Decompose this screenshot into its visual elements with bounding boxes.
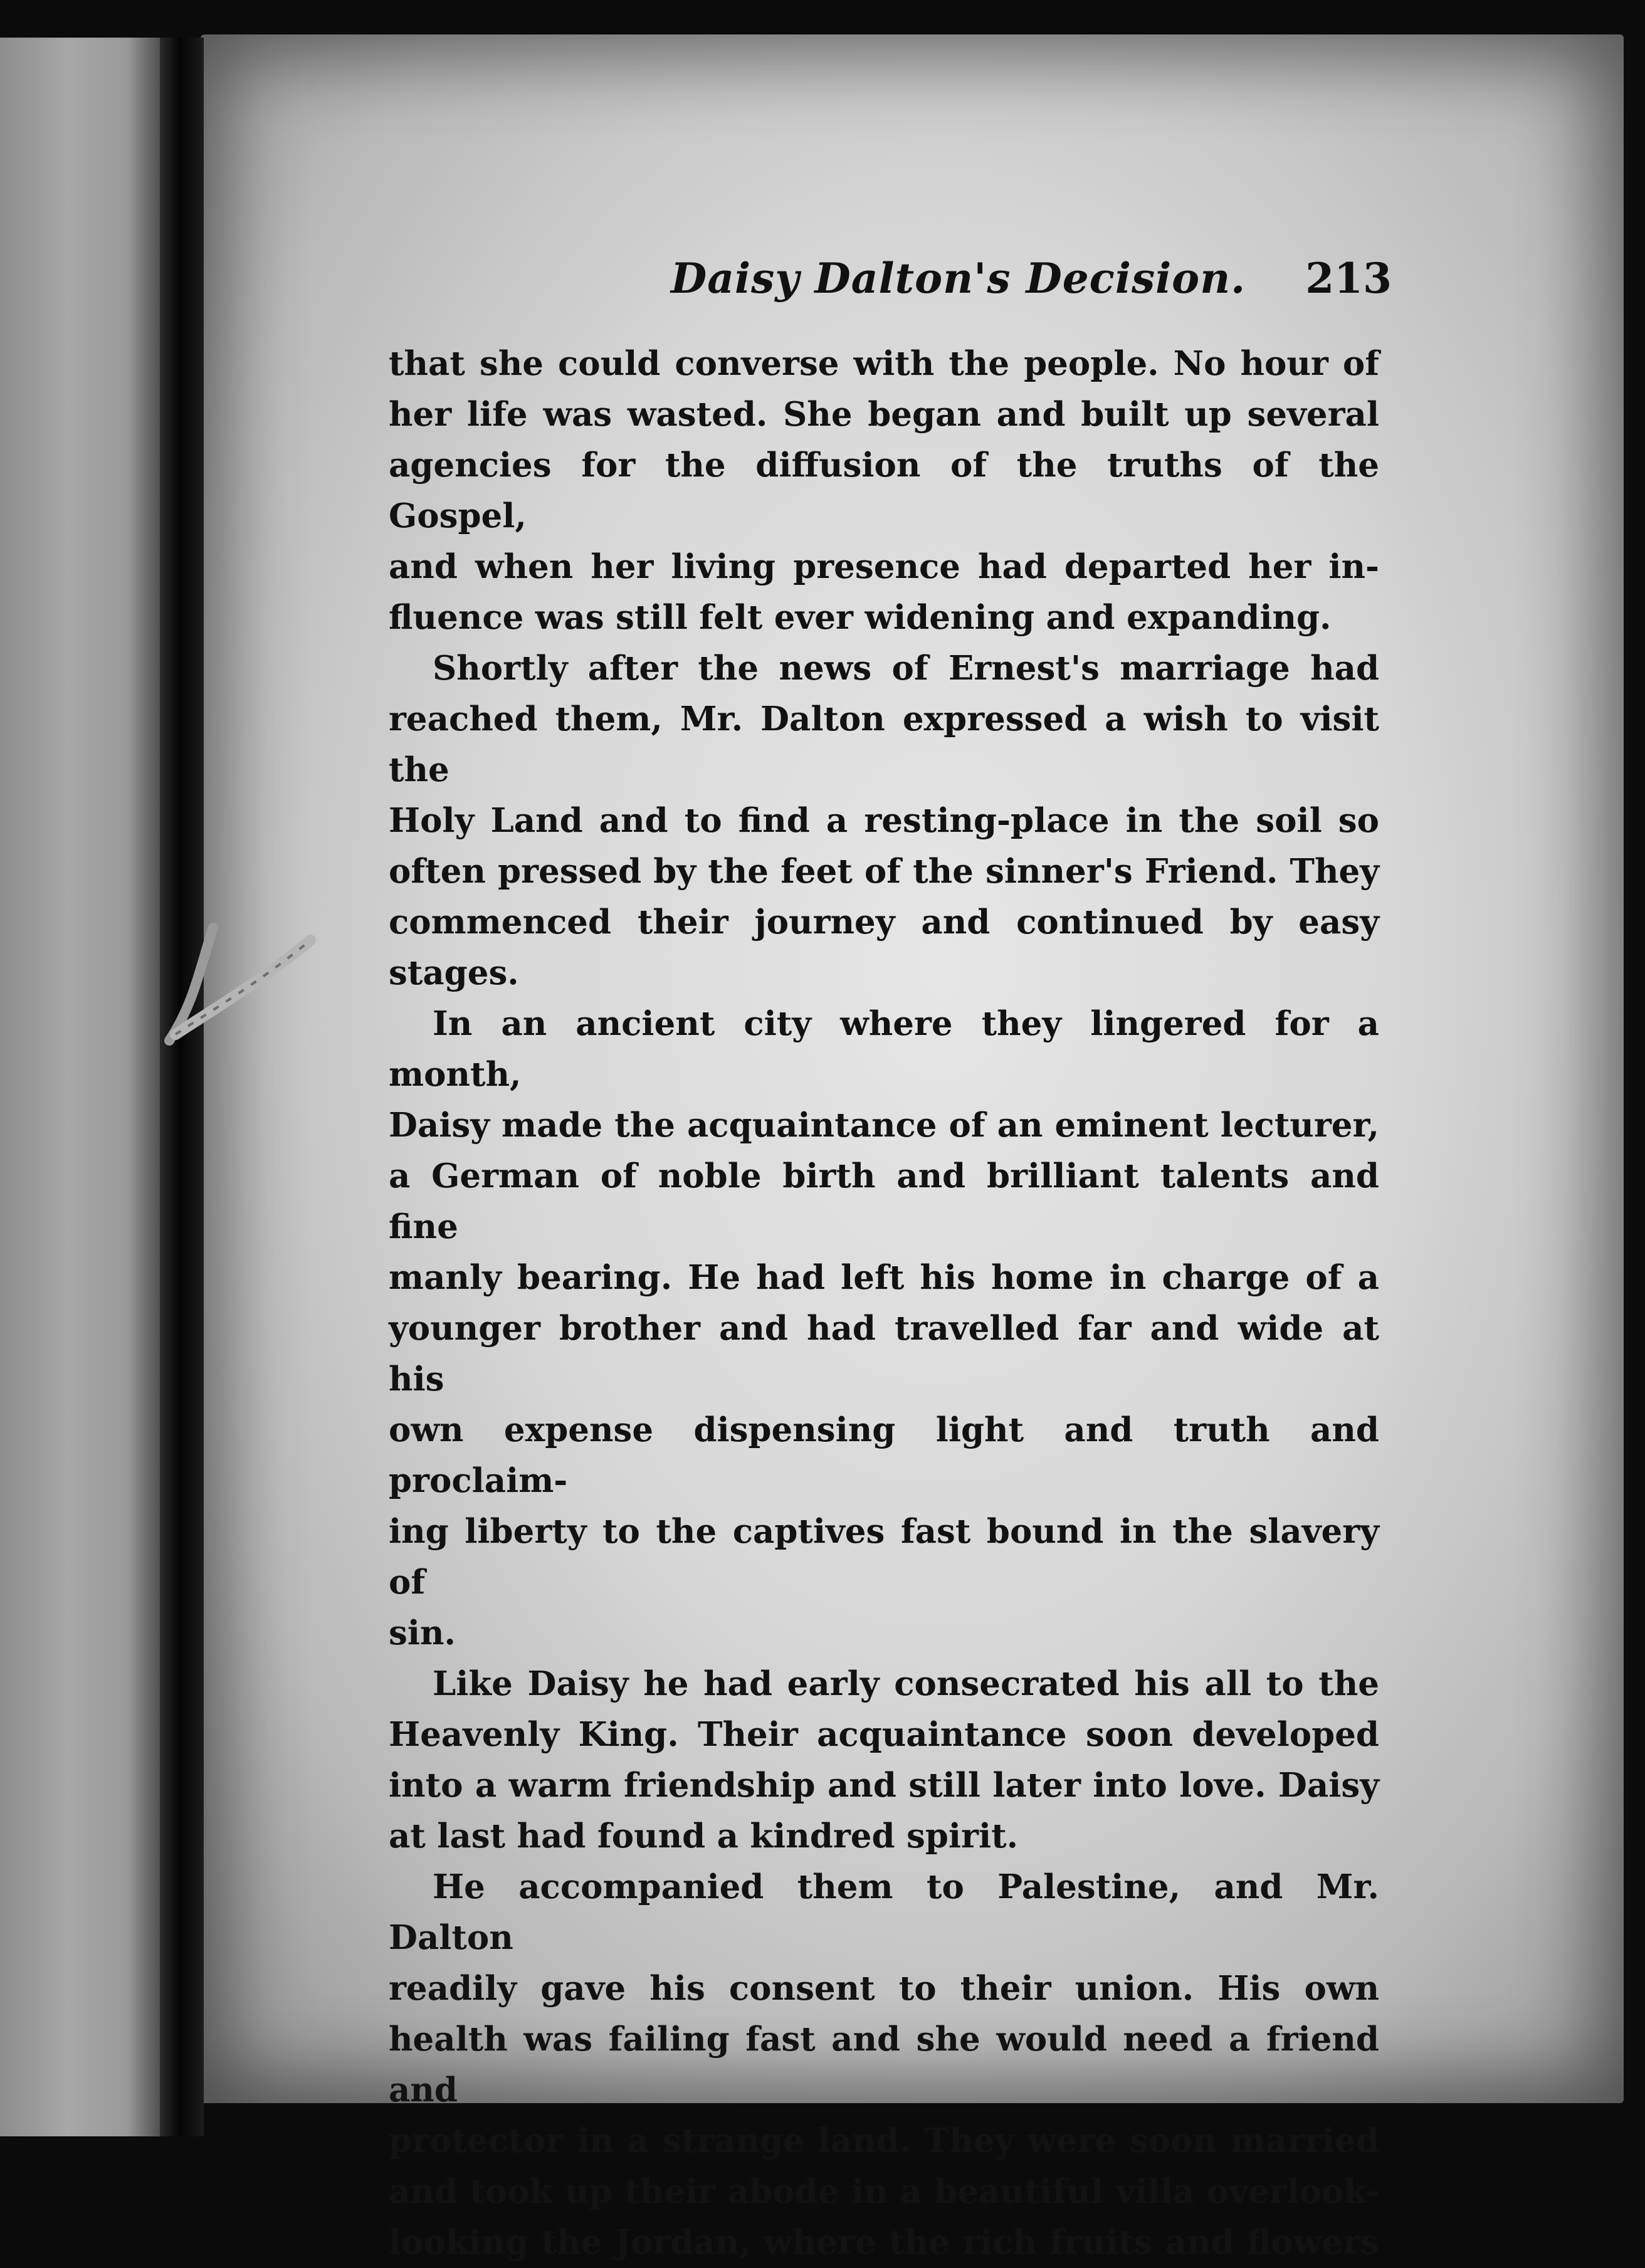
text-line: Holy Land and to find a resting-place in the soil so: [389, 801, 1379, 840]
text-line: manly bearing. He had left his home in charge of a: [389, 1258, 1379, 1297]
page-number: 213: [1305, 254, 1392, 303]
running-head: [389, 254, 1392, 310]
text-line: sin.: [389, 1614, 456, 1652]
text-line: commenced their journey and continued by easy: [389, 903, 1379, 942]
text-line: ing liberty to the captives fast bound in the slavery of: [389, 1512, 1379, 1602]
text-line: that she could converse with the people. No hour of: [389, 344, 1379, 383]
text-line: younger brother and had travelled far and wide at his: [389, 1309, 1379, 1399]
text-line: fluence was still felt ever widening and expanding.: [389, 598, 1332, 637]
book-binding: [160, 38, 204, 2136]
facing-page-edge: [0, 38, 169, 2136]
text-line: and took up their abode in a beautiful villa overlook-: [389, 2172, 1379, 2211]
text-line: readily gave his consent to their union. His own: [389, 1969, 1379, 2008]
text-line: Daisy made the acquaintance of an eminent lecturer,: [389, 1106, 1379, 1145]
text-line: Heavenly King. Their acquaintance soon developed: [389, 1715, 1379, 1754]
text-line: In an ancient city where they lingered for a month,: [389, 1004, 1379, 1094]
text-line: agencies for the diffusion of the truths of the Gospel,: [389, 446, 1379, 535]
text-line: Shortly after the news of Ernest's marriage had: [433, 649, 1379, 688]
binding-thread: [157, 915, 320, 1059]
text-line: own expense dispensing light and truth and proclaim-: [389, 1410, 1379, 1500]
text-line: at last had found a kindred spirit.: [389, 1817, 1019, 1856]
text-line: into a warm friendship and still later into love. Daisy: [389, 1766, 1379, 1805]
text-line: often pressed by the feet of the sinner's Friend. They: [389, 852, 1379, 891]
text-line: health was failing fast and she would need a friend and: [389, 2020, 1379, 2109]
body-text: [389, 339, 1379, 2268]
text-line: He accompanied them to Palestine, and Mr. Dalton: [389, 1867, 1379, 1957]
text-line: protector in a strange land. They were soon married: [389, 2121, 1379, 2160]
text-line: and when her living presence had departed her in-: [389, 547, 1379, 586]
running-title: Daisy Dalton's Decision.: [671, 254, 1246, 303]
text-line: looking the Jordan, where the rich fruits and flowers: [389, 2223, 1379, 2262]
text-line: reached them, Mr. Dalton expressed a wish to visit the: [389, 700, 1379, 789]
text-line: her life was wasted. She began and built up several: [389, 395, 1379, 434]
text-line: stages.: [389, 953, 519, 992]
text-line: Like Daisy he had early consecrated his all to the: [433, 1664, 1379, 1703]
text-line: a German of noble birth and brilliant talents and fine: [389, 1157, 1379, 1246]
